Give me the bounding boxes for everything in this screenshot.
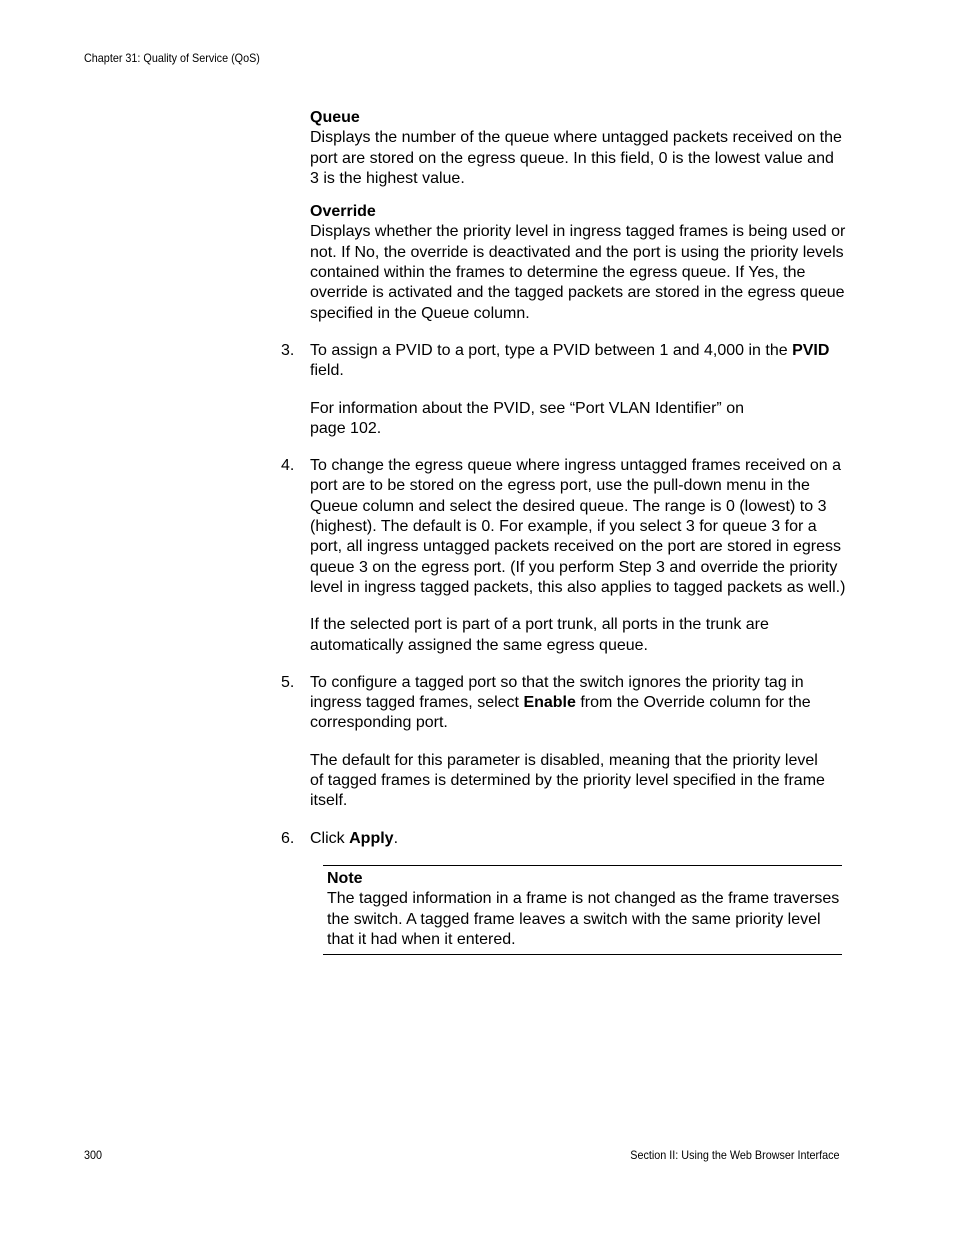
- definition-override: [310, 202, 846, 324]
- step-3: [281, 341, 846, 382]
- definition-queue: [310, 108, 846, 189]
- page-content: [281, 108, 846, 955]
- note-title: Note: [327, 869, 363, 887]
- definition-term: Queue: [310, 109, 360, 126]
- step-bold-text: Enable: [523, 694, 576, 712]
- note-box: [323, 865, 842, 955]
- step-text: To change the egress queue where ingress untagged frames received on a port are to be stored on the egress port, use the pull-down menu in the Queue column and select the desired queue. The range is 0 (lowest) to 3 (highest). The default is 0. For example, if you select 3 for queue 3 for a port, all ingress untagged packets received on the port are stored in egress queue 3 on the egress port. (If you perform Step 3 and override the priority level in ingress tagged packets, this also applies to tagged packets as well.): [310, 457, 846, 596]
- step-5: [281, 673, 846, 734]
- page-number: 300: [84, 1148, 103, 1162]
- step-4-paragraph: If the selected port is part of a port trunk, all ports in the trunk are automatically assigned the same egress queue.: [310, 616, 769, 654]
- definition-term: Override: [310, 203, 376, 221]
- step-bold-text: PVID: [792, 341, 830, 359]
- step-number: 4.: [281, 457, 295, 475]
- step-bold-text: Apply: [349, 829, 394, 847]
- note-text: The tagged information in a frame is not changed as the frame traverses the switch. A tagged frame leaves a switch with the same priority level that it had when it entered.: [327, 890, 840, 948]
- step-3-paragraph: For information about the PVID, see “Port VLAN Identifier” on page 102.: [310, 399, 744, 437]
- step-text: .: [393, 829, 399, 847]
- step-6: [281, 829, 846, 849]
- step-text: Click: [310, 829, 350, 847]
- step-text: To assign a PVID to a port, type a PVID between 1 and 4,000 in the: [310, 341, 793, 359]
- running-header: Chapter 31: Quality of Service (QoS): [84, 51, 260, 65]
- step-number: 6.: [281, 829, 295, 847]
- step-text: field.: [310, 362, 344, 380]
- running-footer: Section II: Using the Web Browser Interface: [630, 1148, 840, 1162]
- step-number: 3.: [281, 341, 295, 359]
- definition-description: Displays the number of the queue where untagged packets received on the port are stored on the egress queue. In this field, 0 is the lowest value and 3 is the highest value.: [310, 129, 842, 187]
- step-text: from the Override column for the corresponding port.: [310, 694, 811, 732]
- definition-description: Displays whether the priority level in ingress tagged frames is being used or not. If No, the override is deactivated and the port is using the priority levels contained within the frames to determine the egress queue. If Yes, the override is activated and the tagged packets are stored in the egress queue specified in the Queue column.: [310, 223, 846, 322]
- step-number: 5.: [281, 673, 295, 691]
- step-5-paragraph: The default for this parameter is disabled, meaning that the priority level of tagged frames is determined by the priority level specified in the frame itself.: [310, 751, 825, 810]
- step-text: To configure a tagged port so that the switch ignores the priority tag in ingress tagged frames, select: [310, 673, 804, 712]
- step-4: [281, 456, 846, 598]
